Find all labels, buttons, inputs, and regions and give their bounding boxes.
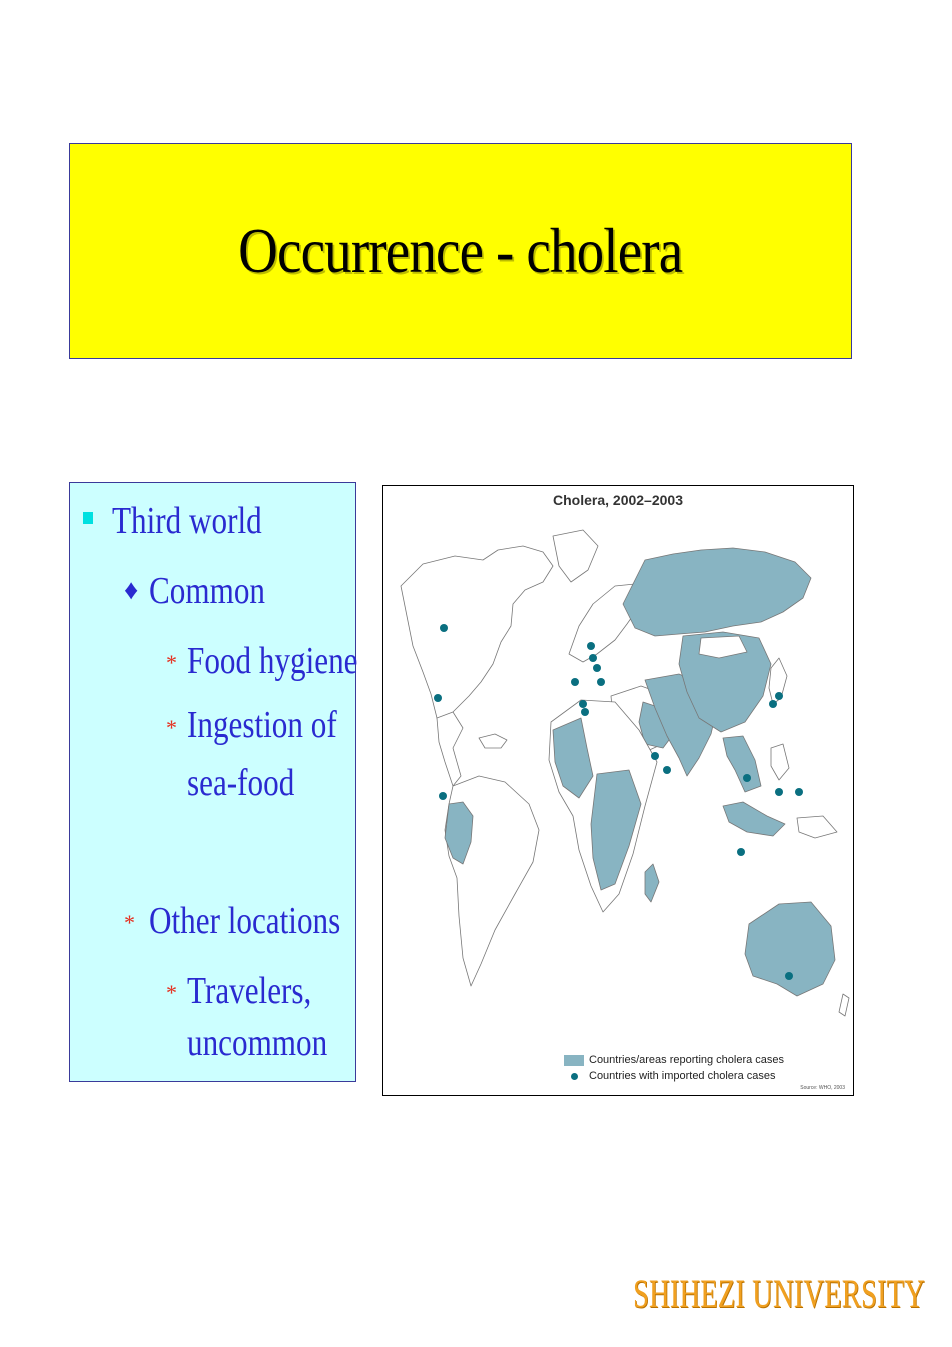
new-zealand-land: [839, 994, 849, 1016]
title-box: [69, 143, 852, 359]
asterisk-bullet-icon: *: [166, 650, 177, 675]
map-source: Source: WHO, 2003: [800, 1085, 845, 1091]
philippines-land: [771, 744, 789, 780]
east-africa-region: [591, 770, 641, 890]
asterisk-bullet-icon: *: [124, 910, 135, 935]
russia-region: [623, 548, 811, 636]
slide-title: Occurrence - cholera: [238, 215, 683, 286]
bullet-travelers: Travelers,: [187, 970, 312, 1012]
australia-region: [745, 902, 835, 996]
greenland-land: [553, 530, 598, 582]
legend-dot-swatch: [564, 1071, 584, 1082]
footer-university: SHIHEZI UNIVERSITY: [633, 1271, 925, 1316]
madagascar-region: [645, 864, 659, 902]
map-title: Cholera, 2002–2003: [553, 492, 683, 508]
bullet-common: Common: [149, 570, 266, 612]
central-america-land: [437, 712, 463, 786]
caribbean-land: [479, 734, 507, 748]
map-legend: [564, 1052, 784, 1084]
cholera-map: [382, 485, 854, 1096]
legend-label-reporting: Countries/areas reporting cholera cases: [589, 1054, 785, 1066]
legend-item-reporting: [564, 1052, 784, 1068]
legend-fill-swatch: [564, 1055, 584, 1066]
papua-land: [797, 816, 837, 838]
bullet-other-locations: Other locations: [149, 900, 341, 942]
north-america-land: [401, 546, 553, 734]
bullet-travelers-cont: uncommon: [187, 1022, 328, 1064]
indonesia-region: [723, 802, 785, 836]
asterisk-bullet-icon: *: [166, 715, 177, 740]
asterisk-bullet-icon: *: [166, 980, 177, 1005]
legend-item-imported: [564, 1068, 784, 1084]
southeast-asia-region: [723, 736, 761, 792]
world-map-svg: [383, 486, 853, 1095]
bullet-panel: [69, 482, 356, 1082]
bullet-food-hygiene: Food hygiene: [187, 640, 358, 682]
square-bullet-icon: [83, 512, 93, 524]
bullet-ingestion-cont: sea-food: [187, 762, 295, 804]
bullet-third-world: Third world: [112, 500, 262, 542]
diamond-bullet-icon: ♦: [124, 575, 139, 606]
legend-label-imported: Countries with imported cholera cases: [589, 1070, 776, 1082]
bullet-ingestion: Ingestion of: [187, 704, 337, 746]
